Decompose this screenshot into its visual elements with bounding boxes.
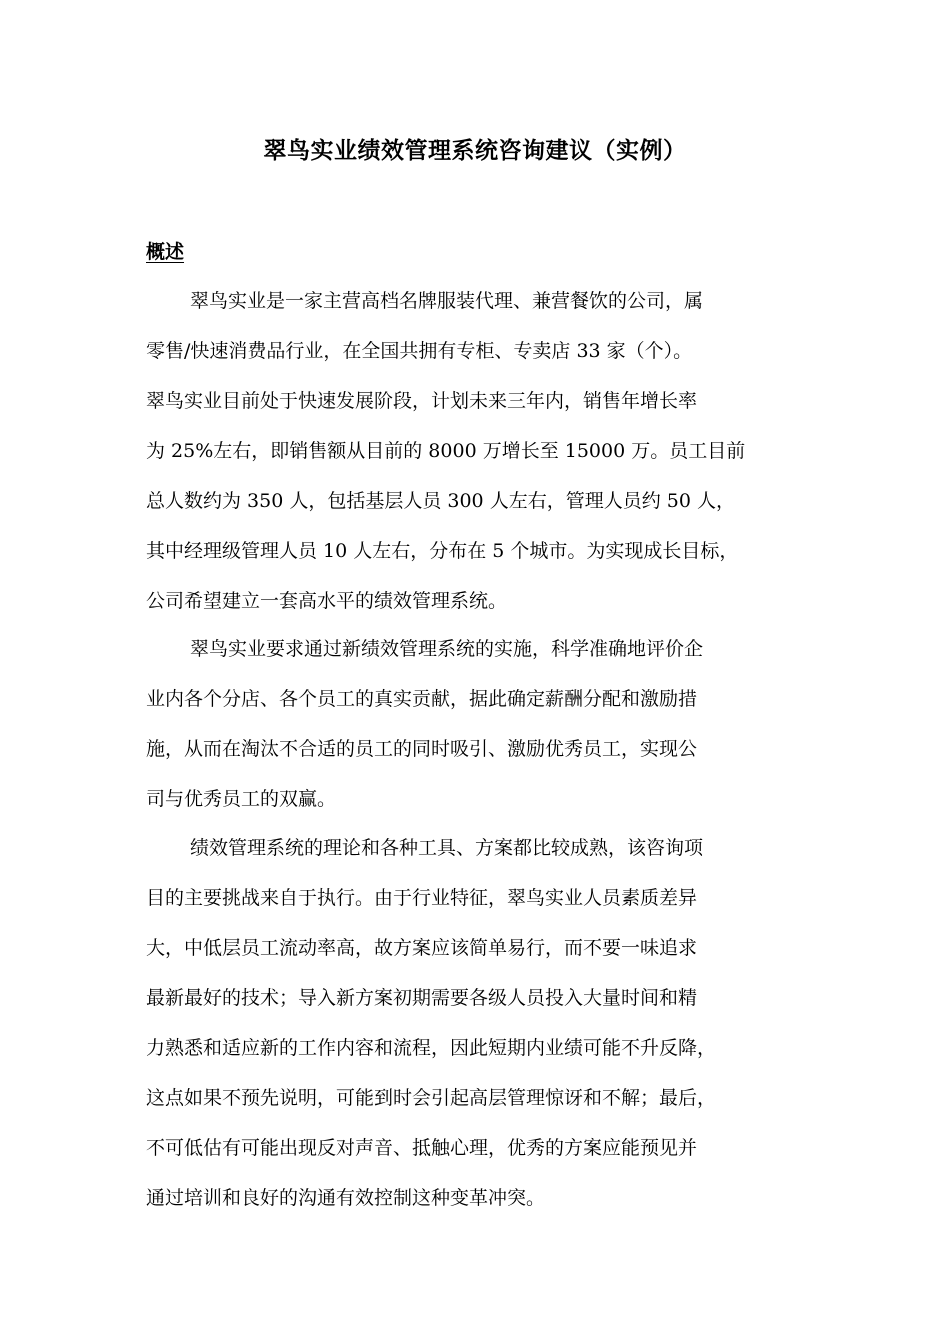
section-heading-overview: 概述 [146,241,185,263]
paragraph-line: 公司希望建立一套高水平的绩效管理系统。 [146,590,508,612]
paragraph-line: 这点如果不预先说明，可能到时会引起高层管理惊讶和不解；最后， [146,1087,717,1109]
document-title: 翠鸟实业绩效管理系统咨询建议（实例） [263,137,687,164]
paragraph-line: 不可低估有可能出现反对声音、抵触心理，优秀的方案应能预见并 [146,1137,698,1159]
paragraph-3 [146,823,818,1223]
paragraph-line: 为 25%左右，即销售额从目前的 8000 万增长至 15000 万。员工目前 [146,440,746,462]
paragraph-text [146,823,818,1223]
paragraph-2 [146,624,818,824]
paragraph-line: 施，从而在淘汰不合适的员工的同时吸引、激励优秀员工，实现公 [146,738,698,760]
paragraph-line: 翠鸟实业要求通过新绩效管理系统的实施，科学准确地评价企 [190,638,704,660]
paragraph-line: 零售/快速消费品行业，在全国共拥有专柜、专卖店 33 家（个）。 [146,340,693,362]
paragraph-text [146,624,818,824]
paragraph-line: 业内各个分店、各个员工的真实贡献，据此确定薪酬分配和激励措 [146,688,698,710]
paragraph-line: 其中经理级管理人员 10 人左右，分布在 5 个城市。为实现成长目标， [146,540,739,562]
paragraph-line: 大，中低层员工流动率高，故方案应该简单易行，而不要一味追求 [146,937,698,959]
paragraph-line: 力熟悉和适应新的工作内容和流程，因此短期内业绩可能不升反降， [146,1037,717,1059]
paragraph-line: 总人数约为 350 人，包括基层人员 300 人左右，管理人员约 50 人， [146,490,735,512]
paragraph-line: 目的主要挑战来自于执行。由于行业特征，翠鸟实业人员素质差异 [146,887,698,909]
paragraph-line: 通过培训和良好的沟通有效控制这种变革冲突。 [146,1187,546,1209]
paragraph-line: 绩效管理系统的理论和各种工具、方案都比较成熟，该咨询项 [190,837,704,859]
paragraph-1 [146,276,818,626]
paragraph-line: 翠鸟实业是一家主营高档名牌服装代理、兼营餐饮的公司，属 [190,290,704,312]
paragraph-text [146,276,818,626]
paragraph-line: 司与优秀员工的双赢。 [146,788,337,810]
paragraph-line: 翠鸟实业目前处于快速发展阶段，计划未来三年内，销售年增长率 [146,390,698,412]
paragraph-line: 最新最好的技术；导入新方案初期需要各级人员投入大量时间和精 [146,987,698,1009]
